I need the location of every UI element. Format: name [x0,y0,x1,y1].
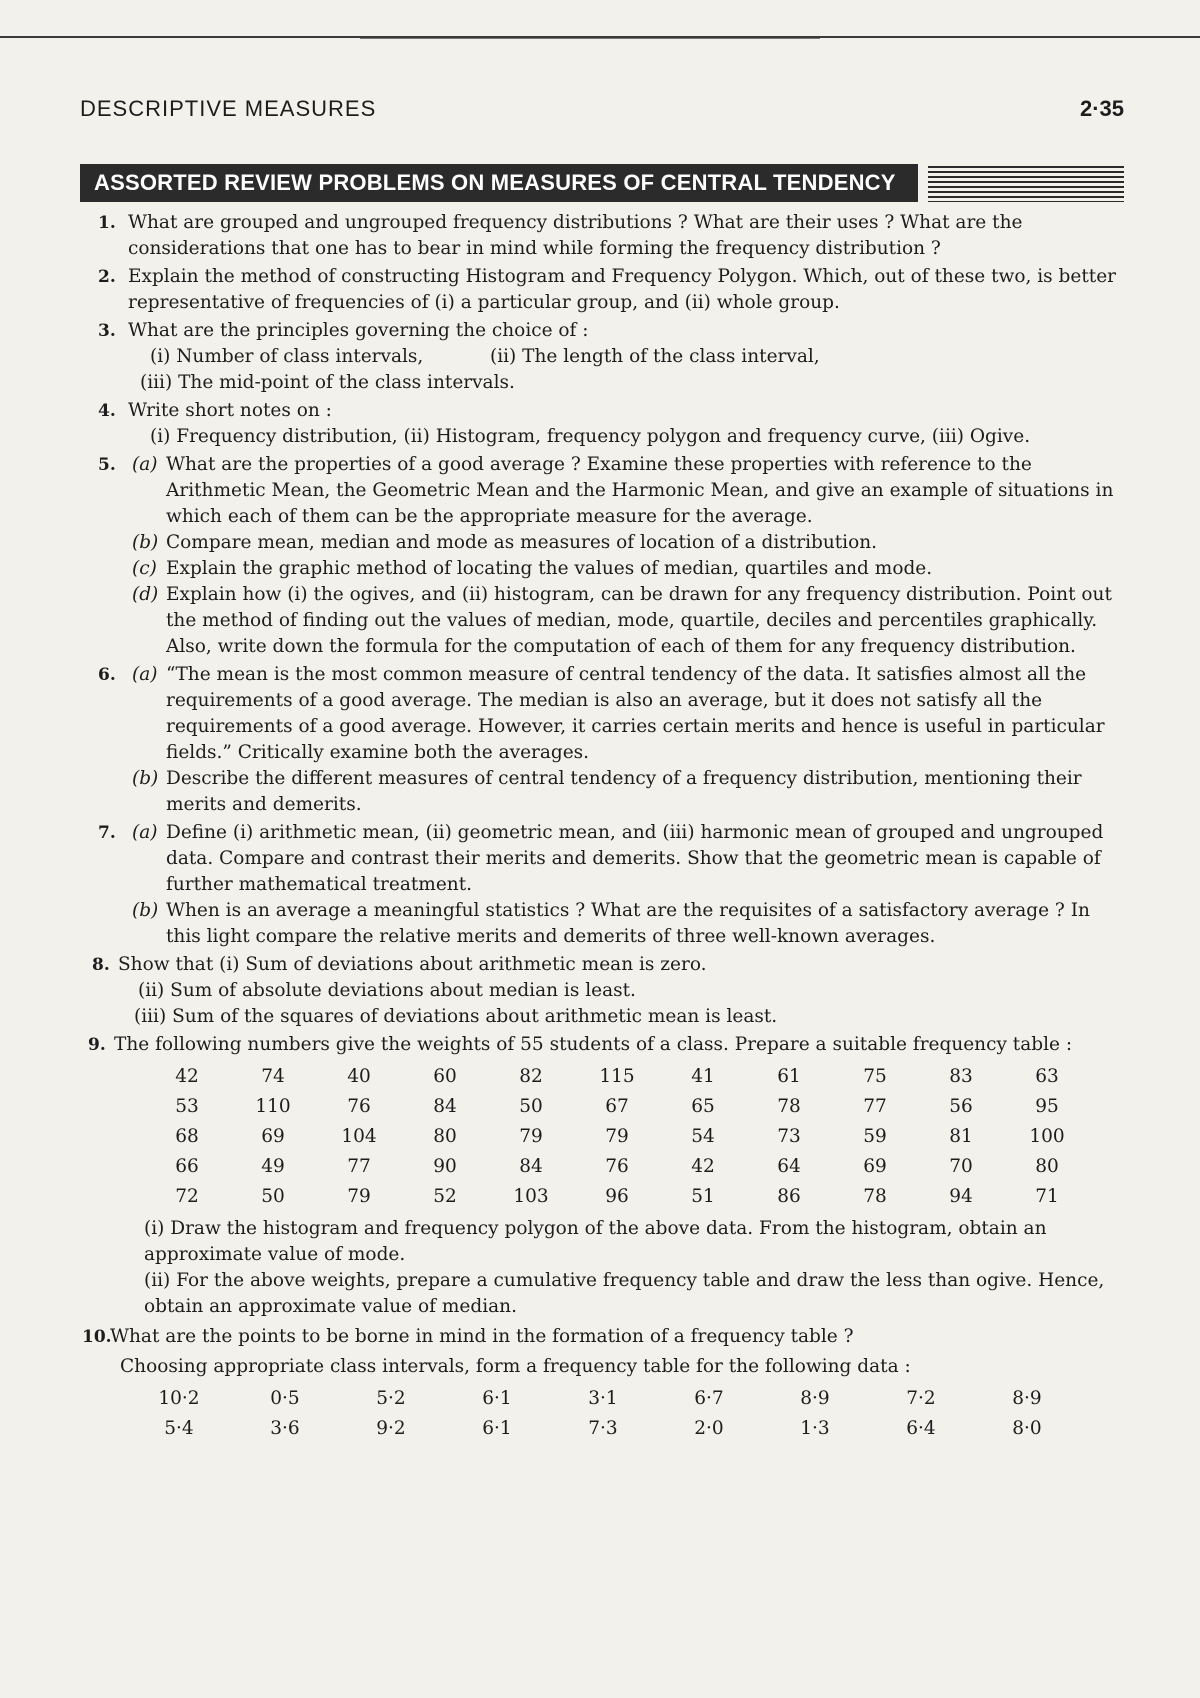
part-text: Define (i) arithmetic mean, (ii) geometric mean, and (iii) harmonic mean of grouped and ungrouped data. Compare and contrast their merits and demerits. Show that the geometric mean is capable of further mathematical treatment. [166,822,1104,895]
table-cell: 6·4 [906,1418,936,1439]
table-cell: 76 [605,1156,629,1177]
table-row [144,1182,1124,1212]
part-ii: (ii) For the above weights, prepare a cumulative frequency table and draw the less than ogive. Hence, obtain an approximate value of median. [144,1270,1105,1317]
question-3 [84,318,1124,396]
question-5 [84,452,1124,660]
table-cell: 7·2 [906,1388,936,1409]
part-text: Explain the graphic method of locating the values of median, quartiles and mode. [166,558,933,579]
table-cell: 79 [347,1186,371,1207]
table-cell: 6·7 [694,1388,724,1409]
table-cell: 69 [863,1156,887,1177]
table-cell: 49 [261,1156,285,1177]
data-table [126,1384,1124,1444]
table-cell: 60 [433,1066,457,1087]
table-row [144,1092,1124,1122]
table-cell: 100 [1029,1126,1065,1147]
table-cell: 42 [691,1156,715,1177]
table-cell: 3·6 [270,1418,300,1439]
table-cell: 86 [777,1186,801,1207]
table-cell: 80 [1035,1156,1059,1177]
question-number: 10. [82,1327,112,1347]
table-cell: 81 [949,1126,973,1147]
question-text: Show that (i) Sum of deviations about arithmetic mean is zero. [118,954,707,975]
banner-decoration [928,166,1124,202]
table-cell: 84 [519,1156,543,1177]
part-i: (i) Draw the histogram and frequency polygon of the above data. From the histogram, obtain an approximate value of mode. [144,1218,1047,1265]
table-cell: 51 [691,1186,715,1207]
option-iii: (iii) The mid-point of the class intervals. [140,372,515,393]
table-cell: 66 [175,1156,199,1177]
table-cell: 40 [347,1066,371,1087]
table-cell: 71 [1035,1186,1059,1207]
table-cell: 103 [513,1186,549,1207]
question-9 [84,1032,1124,1320]
table-row [144,1062,1124,1092]
question-text: Write short notes on : [128,400,332,421]
table-cell: 67 [605,1096,629,1117]
table-cell: 6·1 [482,1388,512,1409]
table-cell: 79 [605,1126,629,1147]
part-text: When is an average a meaningful statistics ? What are the requisites of a satisfactory average ? In this light compare the relative merits and demerits of three well-known averages. [166,900,1090,947]
table-cell: 54 [691,1126,715,1147]
part-a [84,662,1124,766]
table-cell: 63 [1035,1066,1059,1087]
question-text: Explain the method of constructing Histogram and Frequency Polygon. Which, out of these two, is better representative of frequencies of (i) a particular group, and (ii) whole group. [128,266,1117,313]
question-1 [84,210,1124,262]
part-b [84,530,1124,556]
table-cell: 70 [949,1156,973,1177]
table-cell: 42 [175,1066,199,1087]
page-number: 2·35 [1079,96,1124,121]
option-ii: (ii) The length of the class interval, [490,346,820,367]
table-cell: 77 [347,1156,371,1177]
table-cell: 6·1 [482,1418,512,1439]
table-cell: 90 [433,1156,457,1177]
question-8 [84,952,1124,1030]
table-cell: 10·2 [158,1388,200,1409]
table-cell: 59 [863,1126,887,1147]
part-b [84,766,1124,818]
table-cell: 53 [175,1096,199,1117]
option-ii: (ii) Sum of absolute deviations about median is least. [138,980,636,1001]
question-text: What are the principles governing the choice of : [128,320,589,341]
table-cell: 84 [433,1096,457,1117]
question-7 [84,820,1124,950]
page-header [80,96,1124,128]
question-number: 8. [92,955,110,975]
weights-table [144,1062,1124,1212]
table-cell: 104 [341,1126,377,1147]
table-row [126,1384,1124,1414]
table-cell: 115 [599,1066,635,1087]
section-title: ASSORTED REVIEW PROBLEMS ON MEASURES OF CENTRAL TENDENCY [80,164,918,202]
table-cell: 82 [519,1066,543,1087]
table-cell: 7·3 [588,1418,618,1439]
question-number: 3. [98,321,116,341]
part-label: (b) [132,532,159,553]
table-row [144,1152,1124,1182]
table-cell: 80 [433,1126,457,1147]
question-number: 9. [88,1035,106,1055]
part-label: (b) [132,768,159,789]
table-cell: 65 [691,1096,715,1117]
question-text: The following numbers give the weights of 55 students of a class. Prepare a suitable frequency table : [114,1034,1073,1055]
table-cell: 73 [777,1126,801,1147]
table-cell: 1·3 [800,1418,830,1439]
part-text: Explain how (i) the ogives, and (ii) histogram, can be drawn for any frequency distribution. Point out the method of finding out the values of median, mode, quartile, deciles and percentiles graphically. Also, write down the formula for the computation of each of them for any frequency distribution. [166,584,1112,657]
table-cell: 9·2 [376,1418,406,1439]
option-i: (i) Number of class intervals, [150,346,424,367]
table-cell: 83 [949,1066,973,1087]
question-10 [84,1324,1124,1444]
table-cell: 94 [949,1186,973,1207]
table-cell: 5·2 [376,1388,406,1409]
question-number: 4. [98,401,116,421]
table-cell: 68 [175,1126,199,1147]
part-b [84,898,1124,950]
question-text: What are the points to be borne in mind in the formation of a frequency table ? [110,1326,854,1347]
part-c [84,556,1124,582]
part-text: “The mean is the most common measure of central tendency of the data. It satisfies almost all the requirements of a good average. The median is also an average, but it does not satisfy all the requirements of a good average. However, it carries certain merits and hence is useful in particular fields.” Critically examine both the averages. [166,664,1105,763]
table-cell: 69 [261,1126,285,1147]
table-cell: 110 [255,1096,291,1117]
top-rule-short [360,38,820,39]
question-2 [84,264,1124,316]
table-row [126,1414,1124,1444]
question-number: 2. [98,267,116,287]
table-cell: 50 [261,1186,285,1207]
table-cell: 79 [519,1126,543,1147]
question-text-2: Choosing appropriate class intervals, form a frequency table for the following data : [120,1356,911,1377]
table-cell: 8·0 [1012,1418,1042,1439]
part-text: What are the properties of a good average ? Examine these properties with reference to the Arithmetic Mean, the Geometric Mean and the Harmonic Mean, and give an example of situations in which each of them can be the appropriate measure for the average. [166,454,1114,527]
table-cell: 61 [777,1066,801,1087]
part-text: Describe the different measures of central tendency of a frequency distribution, mentioning their merits and demerits. [166,768,1082,815]
part-label: (c) [132,558,157,579]
part-a [84,452,1124,530]
table-cell: 78 [863,1186,887,1207]
part-d [84,582,1124,660]
question-number: 7. [98,823,116,843]
question-6 [84,662,1124,818]
table-cell: 50 [519,1096,543,1117]
part-label: (d) [132,584,159,605]
table-cell: 2·0 [694,1418,724,1439]
part-label: (b) [132,900,159,921]
question-4 [84,398,1124,450]
table-cell: 5·4 [164,1418,194,1439]
table-cell: 3·1 [588,1388,618,1409]
part-label: (a) [132,822,158,843]
question-text: What are grouped and ungrouped frequency distributions ? What are their uses ? What are the considerations that one has to bear in mind while forming the frequency distribution ? [128,212,1023,259]
table-cell: 96 [605,1186,629,1207]
running-title: DESCRIPTIVE MEASURES [80,96,377,121]
table-cell: 76 [347,1096,371,1117]
section-banner [80,164,1124,202]
table-cell: 75 [863,1066,887,1087]
table-cell: 41 [691,1066,715,1087]
table-cell: 8·9 [1012,1388,1042,1409]
question-number: 5. [98,455,116,475]
note-items: (i) Frequency distribution, (ii) Histogram, frequency polygon and frequency curve, (iii) Ogive. [150,426,1031,447]
question-number: 6. [98,665,116,685]
part-label: (a) [132,664,158,685]
table-cell: 74 [261,1066,285,1087]
table-cell: 0·5 [270,1388,300,1409]
table-cell: 72 [175,1186,199,1207]
table-cell: 64 [777,1156,801,1177]
part-a [84,820,1124,898]
table-cell: 78 [777,1096,801,1117]
table-cell: 95 [1035,1096,1059,1117]
table-cell: 8·9 [800,1388,830,1409]
part-label: (a) [132,454,158,475]
table-cell: 52 [433,1186,457,1207]
question-number: 1. [98,213,116,233]
problem-list [84,210,1124,1448]
option-iii: (iii) Sum of the squares of deviations about arithmetic mean is least. [134,1006,778,1027]
table-cell: 56 [949,1096,973,1117]
table-row [144,1122,1124,1152]
table-cell: 77 [863,1096,887,1117]
part-text: Compare mean, median and mode as measures of location of a distribution. [166,532,878,553]
